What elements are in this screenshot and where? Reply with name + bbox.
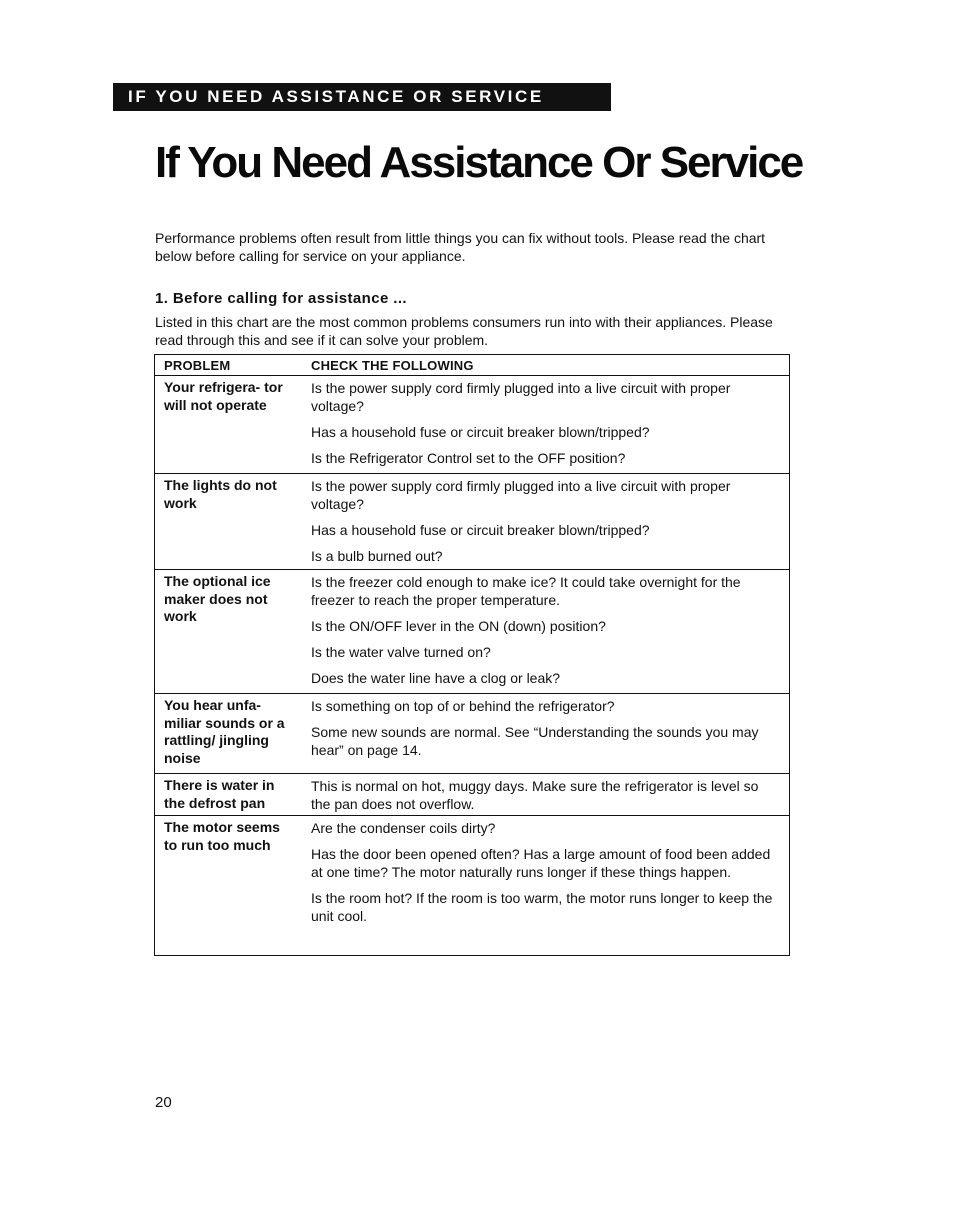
section-heading: 1. Before calling for assistance ... — [155, 290, 407, 307]
check-item: Is the Refrigerator Control set to the OFF position? — [311, 450, 626, 466]
page-number: 20 — [155, 1094, 172, 1111]
check-item: Is the power supply cord firmly plugged into a live circuit with proper voltage? — [311, 478, 731, 512]
check-item: Has the door been opened often? Has a large amount of food been added at one time? The motor naturally runs longer if these things happen. — [311, 846, 771, 880]
check-item: Are the condenser coils dirty? — [311, 820, 496, 836]
problem-cell: The motor seems to run too much — [164, 819, 280, 853]
header-problem: PROBLEM — [164, 358, 231, 373]
section-intro: Listed in this chart are the most common problems consumers run into with their appliances. Please read through this and see if it can solve your problem. — [155, 314, 773, 348]
table-row — [155, 774, 789, 816]
check-item: Has a household fuse or circuit breaker blown/tripped? — [311, 522, 650, 538]
check-item: Is the ON/OFF lever in the ON (down) position? — [311, 618, 606, 634]
table-row — [155, 570, 789, 694]
check-item: Some new sounds are normal. See “Understanding the sounds you may hear” on page 14. — [311, 724, 759, 758]
table-row — [155, 474, 789, 570]
checks-cell — [302, 376, 789, 473]
troubleshooting-chart — [154, 354, 790, 956]
check-item: Is something on top of or behind the refrigerator? — [311, 698, 615, 714]
chart-header-row — [155, 355, 789, 376]
check-item: Is the power supply cord firmly plugged into a live circuit with proper voltage? — [311, 380, 731, 414]
check-item: Has a household fuse or circuit breaker blown/tripped? — [311, 424, 650, 440]
table-row — [155, 376, 789, 474]
checks-cell — [302, 816, 789, 957]
problem-cell: The lights do not work — [164, 477, 277, 511]
checks-cell — [302, 474, 789, 569]
problem-cell: You hear unfa- miliar sounds or a rattling/ jingling noise — [164, 697, 285, 766]
problem-cell: The optional ice maker does not work — [164, 573, 271, 624]
header-checks: CHECK THE FOLLOWING — [311, 358, 474, 373]
problem-cell: Your refrigera- tor will not operate — [164, 379, 283, 413]
check-item: This is normal on hot, muggy days. Make sure the refrigerator is level so the pan does not overflow. — [311, 778, 759, 812]
checks-cell — [302, 570, 789, 693]
check-item: Is the room hot? If the room is too warm, the motor runs longer to keep the unit cool. — [311, 890, 773, 924]
check-item: Does the water line have a clog or leak? — [311, 670, 561, 686]
checks-cell — [302, 774, 789, 815]
table-row — [155, 694, 789, 774]
problem-cell: There is water in the defrost pan — [164, 777, 275, 811]
check-item: Is the water valve turned on? — [311, 644, 491, 660]
table-row — [155, 816, 789, 957]
check-item: Is a bulb burned out? — [311, 548, 443, 564]
page-title: If You Need Assistance Or Service — [155, 138, 803, 187]
check-item: Is the freezer cold enough to make ice? It could take overnight for the freezer to reach the proper temperature. — [311, 574, 741, 608]
section-banner: IF YOU NEED ASSISTANCE OR SERVICE — [113, 83, 611, 111]
intro-paragraph: Performance problems often result from little things you can fix without tools. Please read the chart below before calling for service on your appliance. — [155, 230, 766, 264]
checks-cell — [302, 694, 789, 773]
